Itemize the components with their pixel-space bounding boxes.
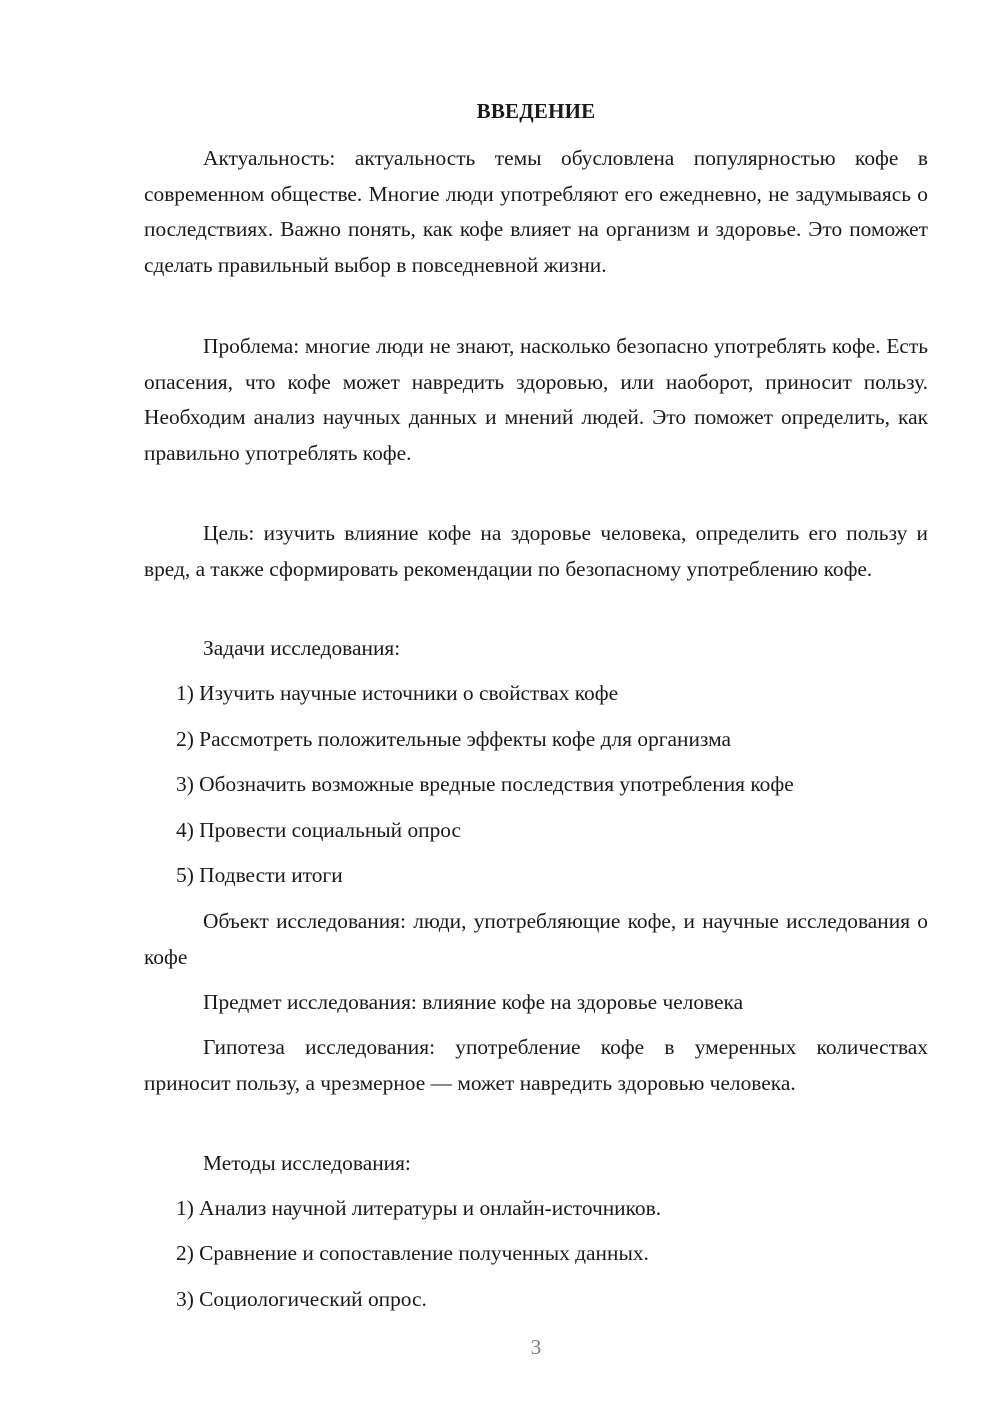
task-item: 1) Изучить научные источники о свойствах кофе bbox=[176, 681, 619, 705]
subject-paragraph: Предмет исследования: влияние кофе на здоровье человека bbox=[203, 990, 744, 1014]
method-item: 1) Анализ научной литературы и онлайн-источников. bbox=[176, 1196, 662, 1220]
method-item: 2) Сравнение и сопоставление полученных данных. bbox=[176, 1241, 649, 1265]
relevance-paragraph: Актуальность: актуальность темы обусловлена популярностью кофе в современном обществе. Многие люди употребляют его ежедневно, не задумываясь о последствиях. Важно понять, как кофе влияет на организм и здоровье. Это поможет сделать правильный выбор в повседневной жизни. bbox=[144, 146, 928, 277]
hypothesis-paragraph: Гипотеза исследования: употребление кофе в умеренных количествах приносит пользу, а чрезмерное — может навредить здоровью человека. bbox=[144, 1035, 928, 1095]
object-paragraph: Объект исследования: люди, употребляющие кофе, и научные исследования о кофе bbox=[144, 909, 928, 969]
problem-paragraph: Проблема: многие люди не знают, насколько безопасно употреблять кофе. Есть опасения, что кофе может навредить здоровью, или наоборот, приносит пользу. Необходим анализ научных данных и мнений людей. Это поможет определить, как правильно употреблять кофе. bbox=[144, 334, 928, 465]
method-item: 3) Социологический опрос. bbox=[176, 1287, 427, 1311]
page-number: 3 bbox=[530, 1335, 542, 1359]
task-item: 2) Рассмотреть положительные эффекты кофе для организма bbox=[176, 727, 731, 751]
task-item: 3) Обозначить возможные вредные последствия употребления кофе bbox=[176, 772, 794, 796]
methods-title: Методы исследования: bbox=[203, 1151, 411, 1175]
task-item: 5) Подвести итоги bbox=[176, 863, 343, 887]
task-item: 4) Провести социальный опрос bbox=[176, 818, 462, 842]
section-heading: ВВЕДЕНИЕ bbox=[476, 99, 596, 123]
tasks-title: Задачи исследования: bbox=[203, 636, 401, 660]
goal-paragraph: Цель: изучить влияние кофе на здоровье человека, определить его пользу и вред, а также сформировать рекомендации по безопасному употреблению кофе. bbox=[144, 521, 928, 581]
